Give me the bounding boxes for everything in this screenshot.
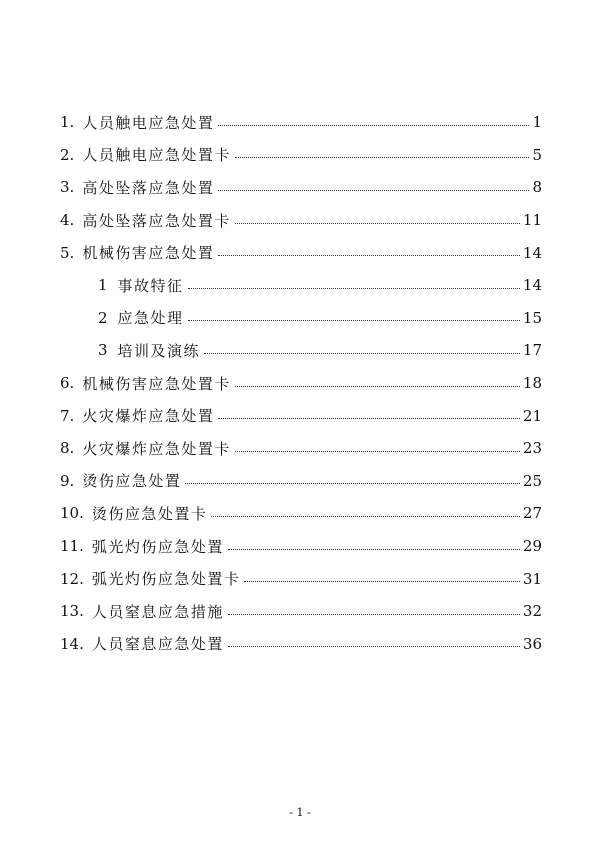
toc-dot-leader <box>188 320 520 321</box>
toc-entry[interactable] <box>0 236 600 269</box>
toc-entry-page: 36 <box>522 634 542 653</box>
toc-entry-page: 25 <box>522 471 542 490</box>
toc-entry-page: 29 <box>522 537 542 556</box>
toc-entry-number: 2 <box>98 308 108 327</box>
toc-dot-leader <box>211 516 520 517</box>
toc-entry-title: 烫伤应急处置 <box>82 472 182 491</box>
toc-entry-page: 32 <box>522 602 542 621</box>
toc-entry-page: 14 <box>522 243 542 262</box>
toc-dot-leader <box>228 549 520 550</box>
toc-entry-page: 11 <box>522 211 542 230</box>
toc-entry[interactable] <box>0 628 600 661</box>
toc-subentry[interactable] <box>0 269 600 302</box>
toc-entry-number: 5. <box>60 243 75 262</box>
toc-entry-page: 21 <box>522 406 542 425</box>
toc-entry[interactable] <box>0 171 600 204</box>
toc-entry-title: 机械伤害应急处置 <box>82 244 215 263</box>
toc-entry-number: 12. <box>60 569 84 588</box>
toc-entry-title: 火灾爆炸应急处置卡 <box>82 439 231 458</box>
toc-entry-title: 弧光灼伤应急处置卡 <box>91 570 241 589</box>
toc-dot-leader <box>228 614 520 615</box>
toc-entry-title: 人员窒息应急处置 <box>91 635 224 654</box>
toc-entry-title: 烫伤应急处置卡 <box>91 504 208 523</box>
toc-entry-number: 11. <box>60 537 84 556</box>
toc-dot-leader <box>235 157 530 158</box>
toc-dot-leader <box>218 125 529 126</box>
toc-entry[interactable] <box>0 497 600 530</box>
toc-entry-title: 事故特征 <box>117 276 184 295</box>
toc-dot-leader <box>228 646 520 647</box>
toc-dot-leader <box>188 288 520 289</box>
toc-entry[interactable] <box>0 139 600 172</box>
toc-entry-page: 17 <box>522 341 542 360</box>
toc-entry-title: 应急处理 <box>117 309 184 328</box>
table-of-contents <box>0 106 600 660</box>
toc-subentry[interactable] <box>0 334 600 367</box>
toc-entry-page: 27 <box>522 504 542 523</box>
toc-entry-number: 3. <box>60 178 75 197</box>
toc-dot-leader <box>218 190 529 191</box>
toc-entry-page: 5 <box>532 145 542 164</box>
toc-dot-leader <box>218 418 520 419</box>
toc-entry-number: 13. <box>60 602 84 621</box>
toc-entry-number: 3 <box>98 341 108 360</box>
toc-entry[interactable] <box>0 562 600 595</box>
toc-entry-number: 4. <box>60 211 75 230</box>
toc-entry-page: 14 <box>522 276 542 295</box>
toc-entry[interactable] <box>0 432 600 465</box>
toc-entry-page: 18 <box>522 374 542 393</box>
toc-entry-number: 1 <box>98 276 108 295</box>
toc-dot-leader <box>204 353 520 354</box>
toc-entry-title: 培训及演练 <box>117 341 201 360</box>
toc-entry-number: 1. <box>60 113 75 132</box>
toc-entry-page: 31 <box>522 569 542 588</box>
toc-dot-leader <box>218 255 520 256</box>
toc-entry-title: 机械伤害应急处置卡 <box>82 374 231 393</box>
toc-entry-number: 8. <box>60 439 75 458</box>
toc-entry-page: 15 <box>522 308 542 327</box>
toc-subentry[interactable] <box>0 302 600 335</box>
toc-entry-title: 高处坠落应急处置卡 <box>82 211 231 230</box>
toc-dot-leader <box>235 451 520 452</box>
toc-entry[interactable] <box>0 106 600 139</box>
toc-entry[interactable] <box>0 399 600 432</box>
toc-entry-page: 23 <box>522 439 542 458</box>
toc-entry-number: 2. <box>60 145 75 164</box>
toc-entry-number: 10. <box>60 504 84 523</box>
page-number: - 1 - <box>289 806 311 819</box>
toc-dot-leader <box>185 483 520 484</box>
toc-entry[interactable] <box>0 204 600 237</box>
toc-entry-number: 9. <box>60 471 75 490</box>
toc-entry-number: 14. <box>60 634 84 653</box>
toc-entry-title: 人员触电应急处置卡 <box>82 146 231 165</box>
toc-entry-title: 人员触电应急处置 <box>82 113 215 132</box>
toc-entry[interactable] <box>0 595 600 628</box>
toc-entry-title: 高处坠落应急处置 <box>82 178 215 197</box>
toc-dot-leader <box>235 386 520 387</box>
toc-entry-title: 人员窒息应急措施 <box>91 602 224 621</box>
toc-entry-page: 8 <box>532 178 542 197</box>
toc-entry[interactable] <box>0 530 600 563</box>
toc-entry-page: 1 <box>532 113 542 132</box>
toc-entry-number: 7. <box>60 406 75 425</box>
toc-entry-number: 6. <box>60 374 75 393</box>
toc-entry-title: 弧光灼伤应急处置 <box>91 537 224 556</box>
toc-dot-leader <box>244 581 520 582</box>
toc-entry[interactable] <box>0 367 600 400</box>
toc-dot-leader <box>235 223 520 224</box>
toc-entry-title: 火灾爆炸应急处置 <box>82 407 215 426</box>
toc-entry[interactable] <box>0 465 600 498</box>
